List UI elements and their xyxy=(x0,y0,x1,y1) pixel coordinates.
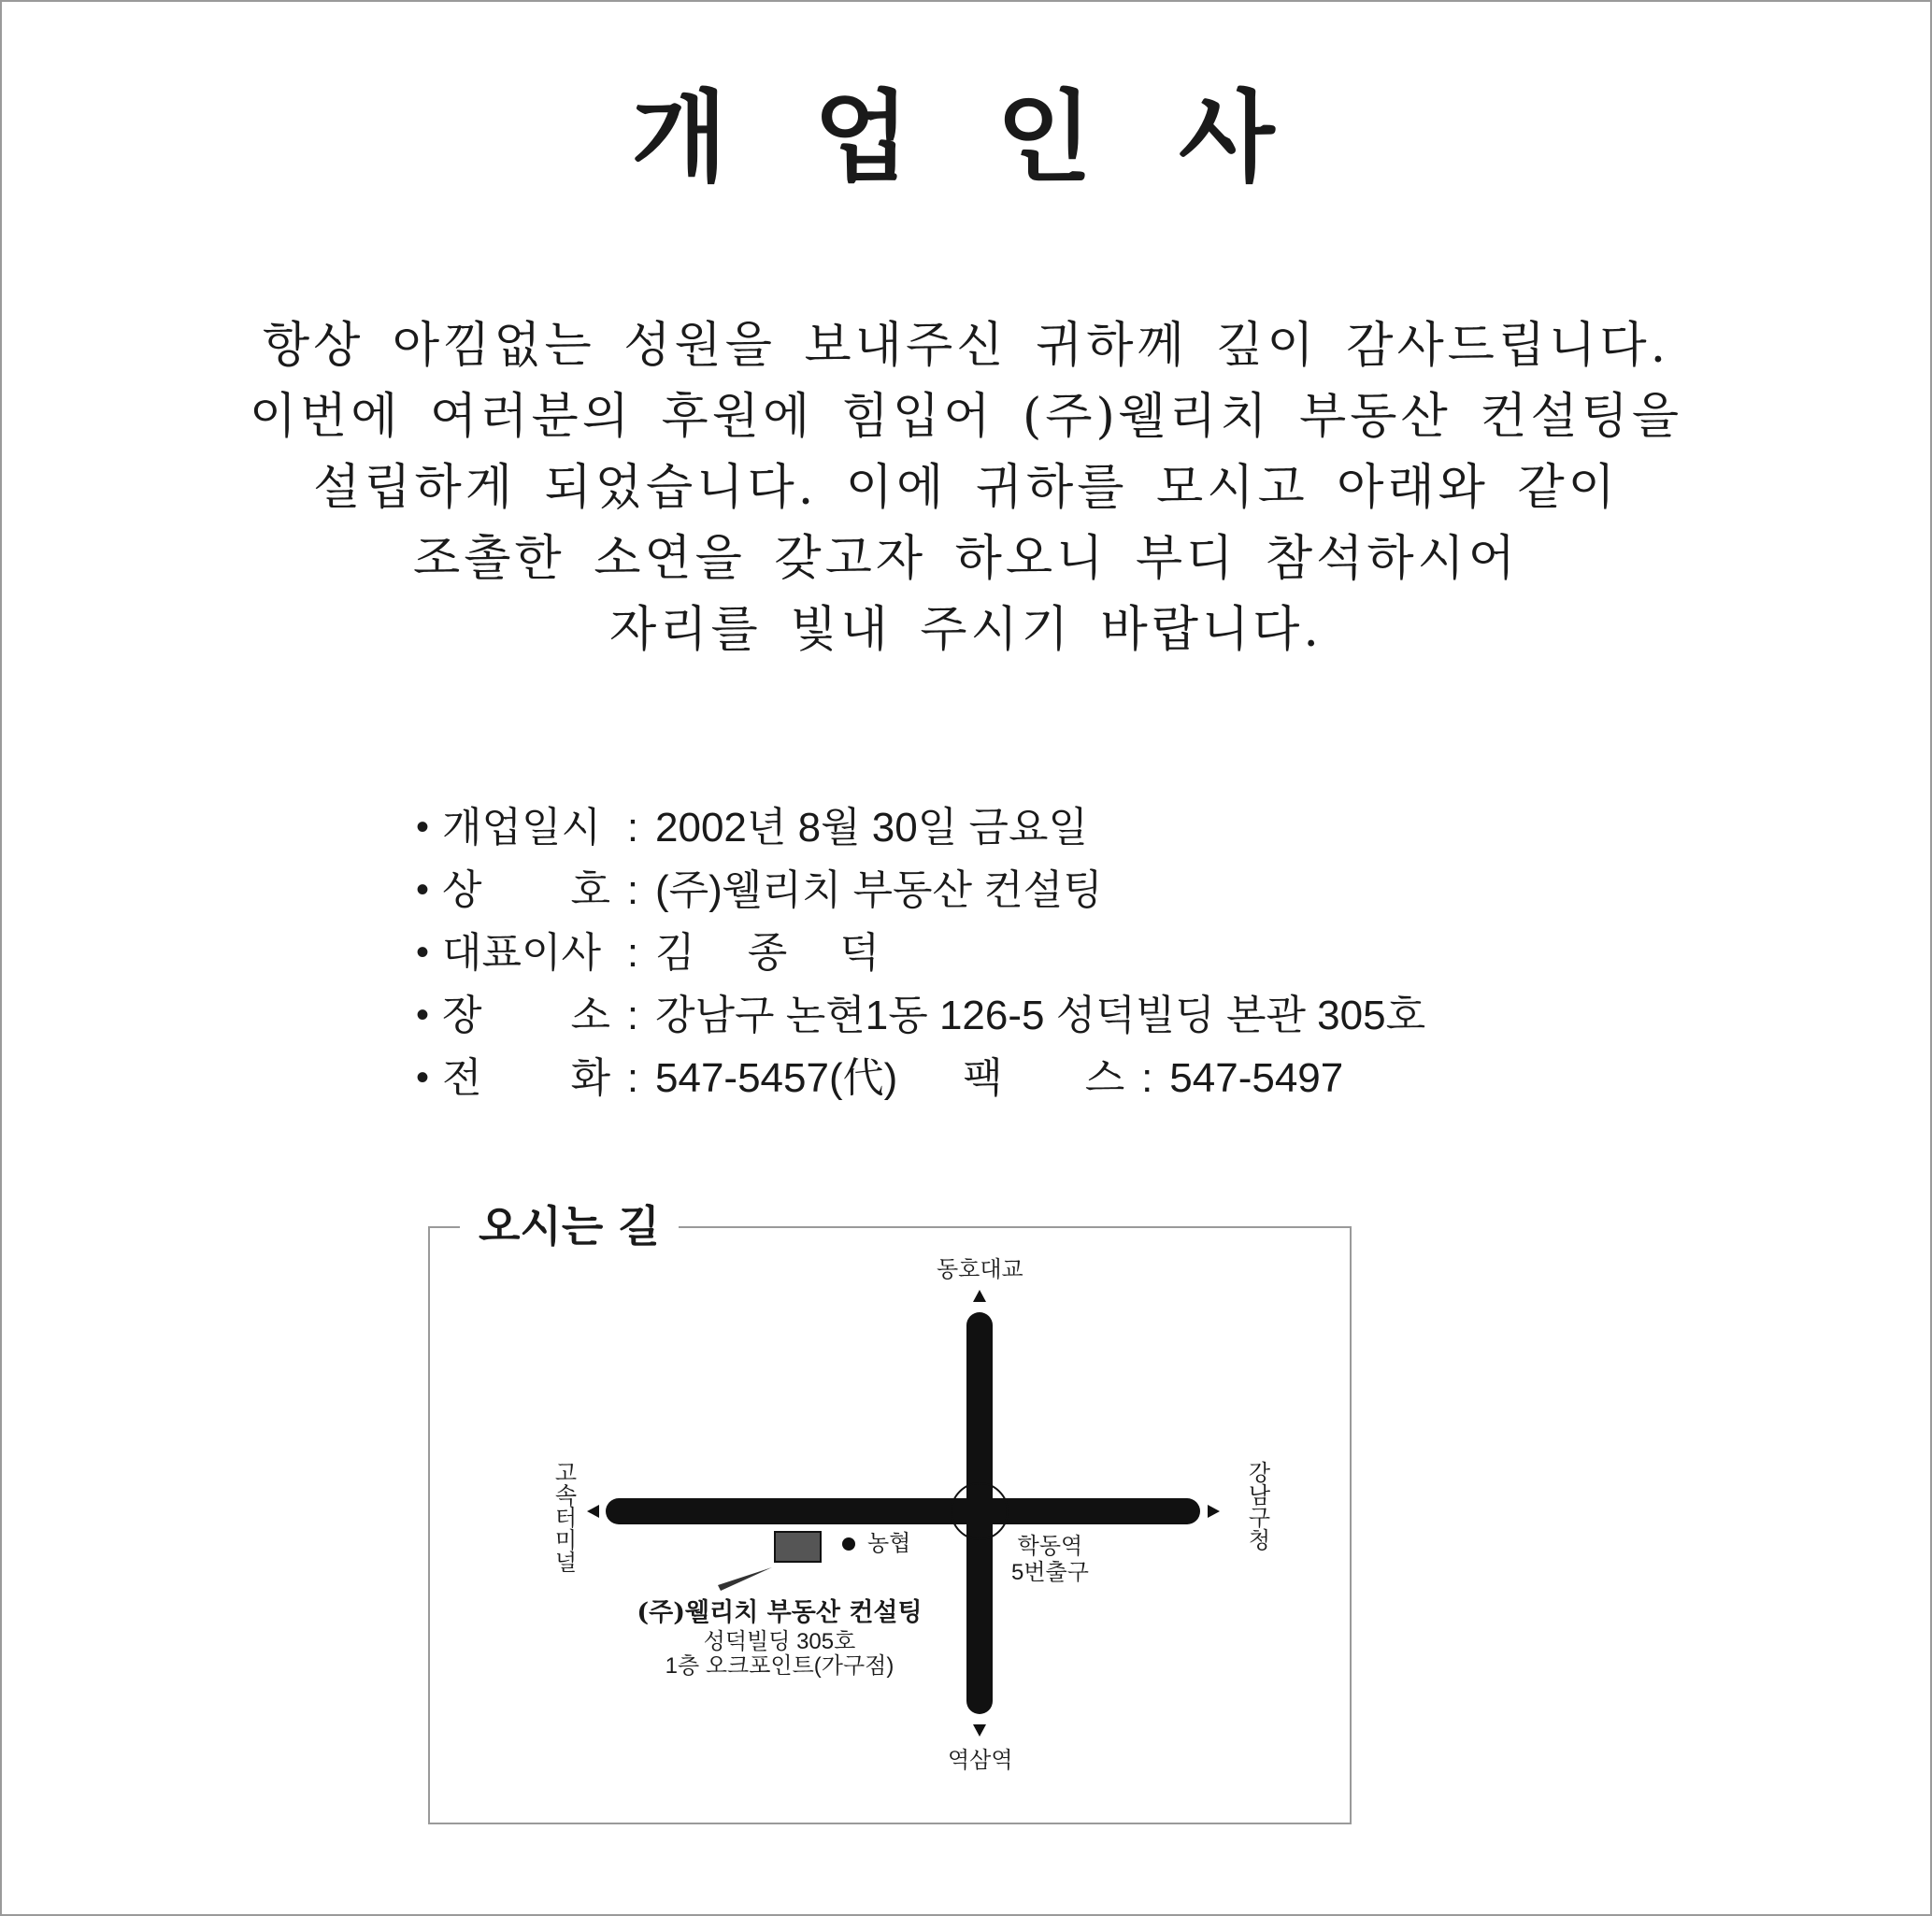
north-arrow-icon xyxy=(973,1290,986,1302)
east-arrow-icon xyxy=(1208,1505,1220,1518)
building-icon xyxy=(775,1532,821,1562)
company-floor: 1층 오크포인트(가구점) xyxy=(665,1653,894,1679)
greeting-line: 설립하게 되었습니다. 이에 귀하를 모시고 아래와 같이 xyxy=(313,460,1619,516)
north-label: 동호대교 xyxy=(937,1257,1023,1282)
greeting-line: 조촐한 소연을 갖고자 하오니 부디 참석하시어 xyxy=(412,531,1520,587)
greeting-line: 이번에 여러분의 후원에 힘입어 (주)웰리치 부동산 컨설팅을 xyxy=(249,389,1683,445)
detail-colon: : xyxy=(626,867,639,913)
station-exit: 5번출구 xyxy=(1011,1560,1089,1585)
company-address: 성덕빌딩 305호 xyxy=(703,1629,856,1654)
bullet: • xyxy=(416,869,430,910)
company-location-label xyxy=(630,1596,929,1679)
map-title: 오시는 길 xyxy=(460,1200,679,1252)
fax-label: 팩 스 xyxy=(963,1055,1125,1101)
fax-value: 547-5497 xyxy=(1169,1055,1344,1101)
west-arrow-icon xyxy=(587,1505,599,1518)
east-label: 강남구청 xyxy=(1244,1461,1269,1551)
bullet: • xyxy=(416,932,430,973)
station-name: 학동역 xyxy=(1017,1534,1083,1559)
bullet: • xyxy=(416,994,430,1036)
station-label xyxy=(1011,1534,1089,1586)
bank-label: 농협 xyxy=(867,1531,911,1556)
detail-label: 개업일시 xyxy=(442,805,602,851)
detail-colon: : xyxy=(626,993,639,1038)
south-arrow-icon xyxy=(973,1724,986,1737)
bullet: • xyxy=(416,807,430,848)
greeting-line: 자리를 빛내 주시기 바랍니다. xyxy=(609,602,1323,658)
detail-colon: : xyxy=(1141,1055,1153,1101)
detail-value: 강남구 논현1동 126-5 성덕빌딩 본관 305호 xyxy=(655,993,1426,1038)
south-label: 역삼역 xyxy=(948,1748,1013,1773)
bank-marker-icon xyxy=(842,1537,855,1551)
detail-label: 장 소 xyxy=(442,993,610,1038)
pointer-arrow-icon xyxy=(718,1567,772,1591)
west-label: 고속터미널 xyxy=(551,1461,576,1573)
detail-colon: : xyxy=(626,930,639,976)
detail-label: 대표이사 xyxy=(442,930,602,976)
detail-value: 김 종 덕 xyxy=(655,930,880,976)
detail-label: 상 호 xyxy=(442,867,610,913)
detail-value: 547-5457(代) xyxy=(655,1055,898,1101)
bullet: • xyxy=(416,1057,430,1098)
detail-label: 전 화 xyxy=(442,1055,610,1101)
greeting-line: 항상 아낌없는 성원을 보내주신 귀하께 깊이 감사드립니다. xyxy=(262,318,1670,374)
detail-value: 2002년 8월 30일 금요일 xyxy=(655,805,1088,851)
detail-colon: : xyxy=(626,1055,639,1101)
detail-value: (주)웰리치 부동산 컨설팅 xyxy=(655,867,1103,913)
company-name: (주)웰리치 부동산 컨설팅 xyxy=(637,1598,923,1627)
detail-colon: : xyxy=(626,805,639,851)
page-title: 개 업 인 사 xyxy=(631,80,1301,195)
